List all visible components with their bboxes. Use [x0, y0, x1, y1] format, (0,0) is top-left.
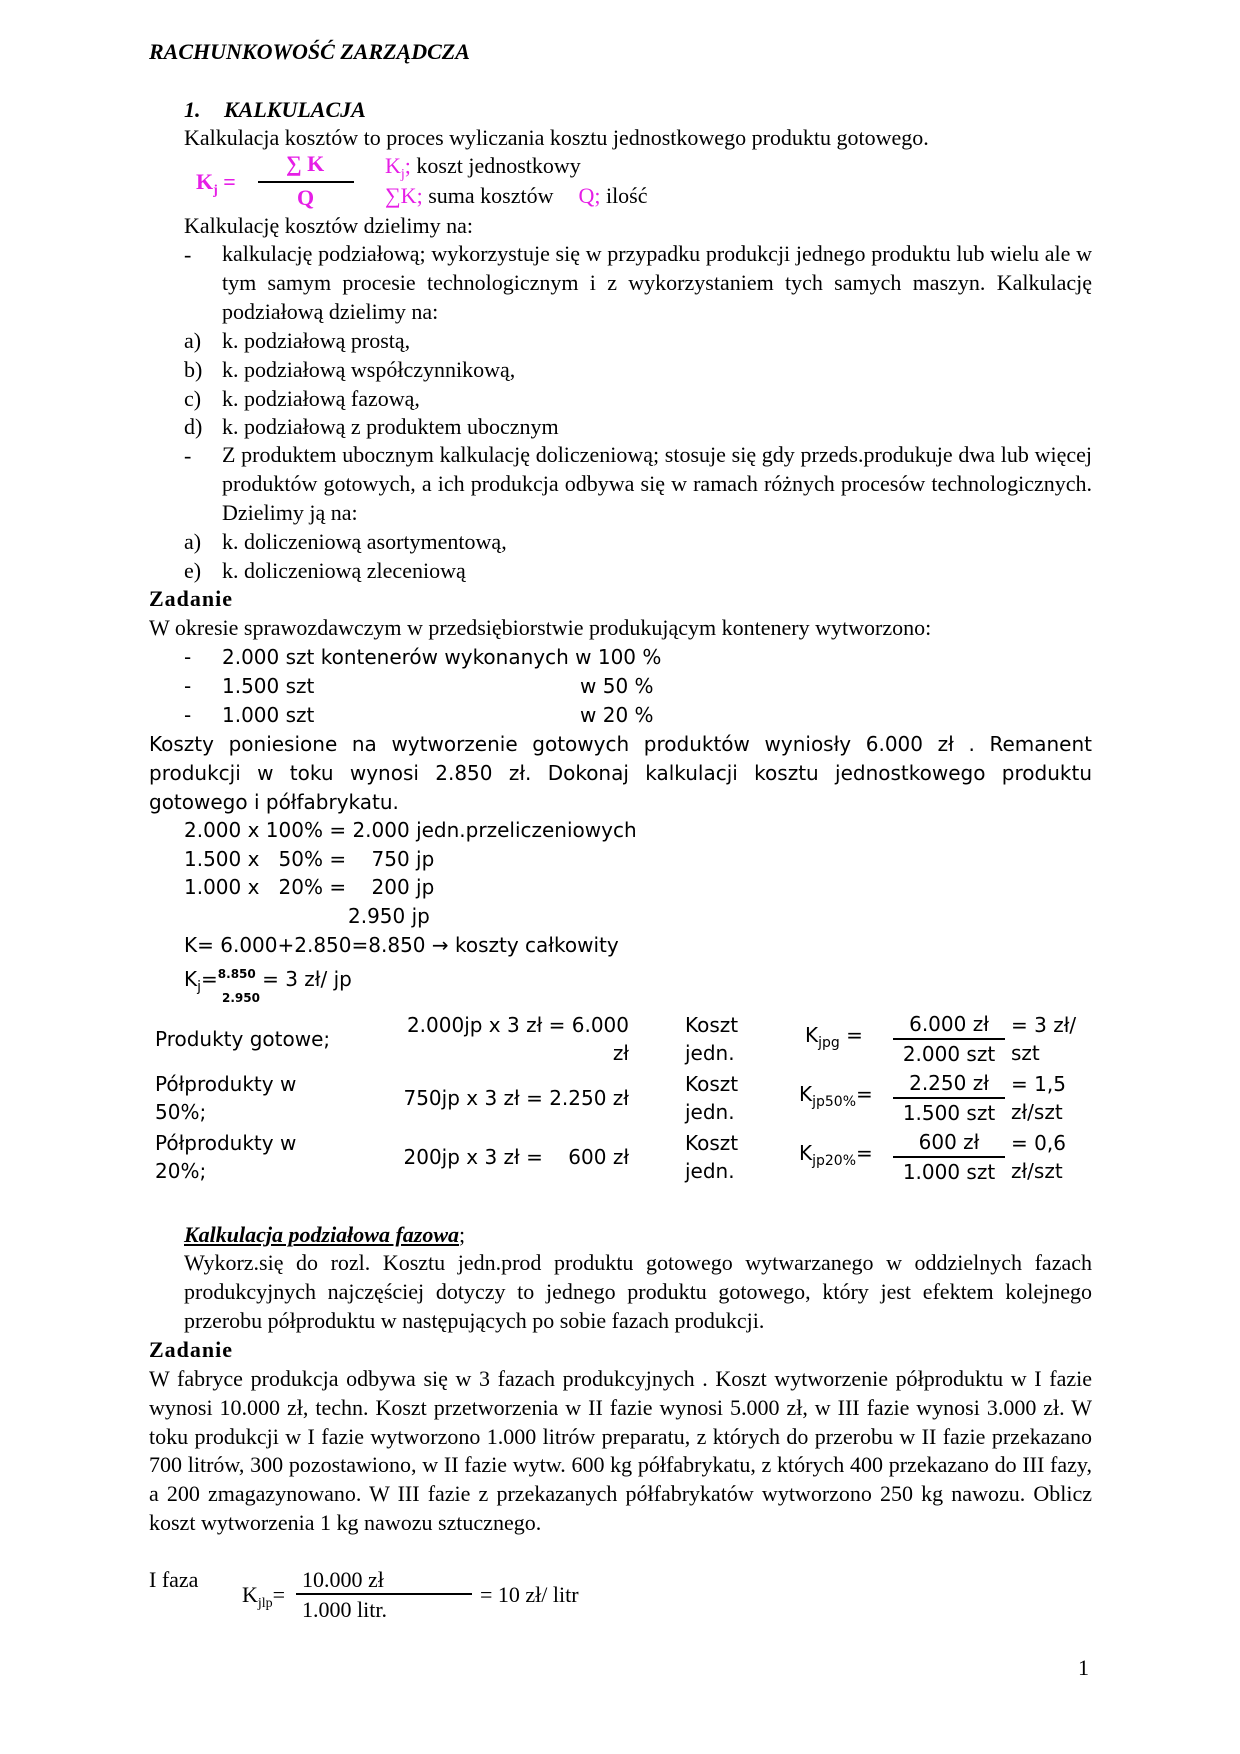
table-row	[149, 1068, 1081, 1127]
row-result: = 1,5 zł/szt	[1011, 1071, 1066, 1124]
task1-intro: W okresie sprawozdawczym w przedsiębiorstwie produkującym kontenery wytworzono:	[149, 615, 932, 640]
row-kind: Koszt jedn.	[685, 1071, 739, 1124]
fazowa-heading-text: Kalkulacja podziałowa fazowa	[184, 1222, 460, 1247]
list-item	[184, 327, 410, 355]
list-marker: b)	[184, 357, 203, 382]
kj-formula	[184, 960, 352, 1001]
row-k-symbol: $K_{jp20\%}=$	[799, 1140, 873, 1169]
formula-lhs: $K_j$ =	[196, 169, 236, 198]
list-item	[184, 528, 507, 556]
kj-denominator: 2.950	[222, 991, 260, 1005]
section-title: KALKULACJA	[224, 97, 366, 122]
intro-text: Kalkulacja kosztów to proces wyliczania kosztu jednostkowego produktu gotowego.	[184, 125, 929, 150]
definition-q-text: ilość	[600, 183, 648, 208]
list-item-text: k. doliczeniową zleceniową	[222, 558, 466, 583]
kj-prefix: $K_j=$	[184, 967, 218, 995]
calc-line: 2.000 x 100% = 2.000 jedn.przeliczeniowych	[184, 818, 637, 842]
list-item-text: k. doliczeniową asortymentową,	[222, 529, 507, 554]
calc-line: 1.500 x 50% = 750 jp	[184, 847, 435, 871]
definition-sum	[385, 182, 648, 210]
faza-k-symbol: $K_{jlp}=$	[242, 1582, 286, 1611]
list-marker: c)	[184, 386, 202, 411]
faza-denominator: 1.000 litr.	[302, 1597, 387, 1622]
row-label: Półprodukty w 50%;	[155, 1071, 297, 1124]
list-item	[184, 557, 466, 585]
task1-pct: w 20 %	[580, 703, 654, 727]
task1-pct: w 50 %	[580, 674, 654, 698]
row-label: Półprodukty w 20%;	[155, 1130, 297, 1183]
divide-intro: Kalkulację kosztów dzielimy na:	[184, 213, 473, 238]
definition-q-symbol: Q;	[578, 183, 601, 208]
list-dash: -	[184, 443, 192, 468]
kj-numerator: 8.850	[217, 967, 256, 981]
list-marker: e)	[184, 558, 202, 583]
row-calc: 200jp x 3 zł = 600 zł	[403, 1144, 629, 1169]
definition-sum-symbol: ∑K;	[385, 183, 423, 208]
list-dash: -	[184, 645, 192, 669]
task1-line	[184, 701, 314, 729]
list-item-text: k. podziałową prostą,	[222, 328, 411, 353]
formula-fraction-line	[258, 181, 354, 183]
document-title: RACHUNKOWOŚĆ ZARZĄDCZA	[149, 39, 470, 64]
faza-fraction-line	[296, 1593, 472, 1595]
row-fraction: 6.000 zł 2.000 szt	[893, 1010, 1005, 1068]
table-row	[149, 1010, 1081, 1068]
page-number: 1	[1078, 1655, 1089, 1680]
row-label: Produkty gotowe;	[155, 1027, 331, 1051]
list-marker: d)	[184, 414, 203, 439]
calc-line: 1.000 x 20% = 200 jp	[184, 875, 435, 899]
row-result: = 3 zł/ szt	[1011, 1013, 1077, 1065]
task2-text: W fabryce produkcja odbywa się w 3 fazach produkcyjnych . Koszt wytworzenie półproduktu w I fazie wynosi 10.000 zł, techn. Koszt przetworzenia w II fazie wynosi 5.000 zł, w III fazie wynosi 3.000 zł. W toku produkcji w I fazie wytworzono 1.000 litrów preparatu, z których do przerobu w II fazie przekazano 700 litrów, 300 pozostawiono, w II fazie wytw. 600 kg półfabrykatu, z których 400 przekazano do III fazy, a 200 zmagazynowano. W III fazie z przekazanych półfabrykatów wytworzono 250 kg nawozu. Oblicz koszt wytworzenia 1 kg nawozu sztucznego.	[149, 1366, 1092, 1535]
unit-cost-table	[149, 1010, 1081, 1186]
definition-sum-text: suma kosztów	[422, 183, 554, 208]
formula-denominator: Q	[297, 185, 315, 210]
list-dash: -	[184, 242, 192, 267]
task1-heading: Zadanie	[149, 586, 234, 611]
row-kind: Koszt jedn.	[685, 1130, 739, 1183]
list-dash: -	[184, 674, 192, 698]
list-item-text: k. podziałową współczynnikową,	[222, 357, 516, 382]
list-marker: a)	[184, 328, 202, 353]
list-item	[184, 356, 515, 384]
task1-qty: 2.000 szt kontenerów wykonanych w 100 %	[222, 645, 662, 669]
table-row	[149, 1127, 1081, 1186]
list-item-text: k. podziałową z produktem ubocznym	[222, 414, 559, 439]
row-fraction: 2.250 zł 1.500 szt	[893, 1068, 1005, 1127]
task1-line	[184, 643, 661, 671]
list-item-text: k. podziałową fazową,	[222, 386, 420, 411]
task1-text: Koszty poniesione na wytworzenie gotowych produktów wyniosły 6.000 zł . Remanent produkcji w toku wynosi 2.850 zł. Dokonaj kalkulacji kosztu jednostkowego produktu gotowego i półfabrykatu.	[149, 732, 1092, 814]
definition-kj-symbol: $K_j$;	[385, 153, 411, 182]
list-item	[184, 385, 420, 413]
formula-numerator: ∑ K	[286, 151, 325, 176]
row-fraction: 600 zł 1.000 szt	[893, 1127, 1005, 1186]
faza-label: I faza	[149, 1567, 199, 1592]
list-marker: a)	[184, 529, 202, 554]
fazowa-heading	[184, 1221, 465, 1249]
fazowa-heading-suffix: ;	[459, 1222, 466, 1247]
faza-numerator: 10.000 zł	[302, 1567, 384, 1592]
task1-qty: 1.000 szt	[222, 703, 315, 727]
row-calc: 2.000jp x 3 zł = 6.000 zł	[406, 1013, 629, 1065]
row-k-symbol: $K_{jp50\%}=$	[799, 1081, 873, 1110]
row-result: = 0,6 zł/szt	[1011, 1130, 1066, 1183]
section-heading	[184, 96, 366, 124]
task2-heading: Zadanie	[149, 1337, 234, 1362]
calc-sum: 2.950 jp	[348, 904, 430, 928]
task1-qty: 1.500 szt	[222, 674, 315, 698]
list-dash: -	[184, 703, 192, 727]
list-item	[184, 413, 559, 441]
definition-kj-text: koszt jednostkowy	[410, 153, 581, 178]
podzialowa-text: kalkulację podziałową; wykorzystuje się w przypadku produkcji jednego produktu lub wielu ale w tym samym procesie technologicznym i z wykorzystaniem tych samych maszyn. Kalkulację podziałową dzielimy na:	[222, 241, 1092, 324]
task1-line	[184, 672, 314, 700]
row-kind: Koszt jedn.	[685, 1013, 739, 1065]
row-k-symbol: $K_{jpg}$ =	[805, 1023, 863, 1051]
fazowa-text: Wykorz.się do rozl. Kosztu jedn.prod produktu gotowego wytwarzanego w oddzielnych fazach produkcyjnych najczęściej dotyczy to jednego produktu gotowego, który jest efektem kolejnego przerobu półproduktu w następujących po sobie fazach produkcji.	[184, 1250, 1092, 1333]
kj-result: = 3 zł/ jp	[255, 967, 352, 991]
doliczeniowa-text: Z produktem ubocznym kalkulację doliczeniową; stosuje się gdy przeds.produkuje dwa lub więcej produktów gotowych, a ich produkcja odbywa się w ramach różnych procesów technologicznych. Dzielimy ją na:	[222, 442, 1092, 525]
total-cost-line: K= 6.000+2.850=8.850 → koszty całkowity	[184, 933, 619, 957]
section-number: 1.	[184, 97, 201, 122]
faza-result: = 10 zł/ litr	[480, 1582, 579, 1607]
row-calc: 750jp x 3 zł = 2.250 zł	[403, 1085, 629, 1110]
